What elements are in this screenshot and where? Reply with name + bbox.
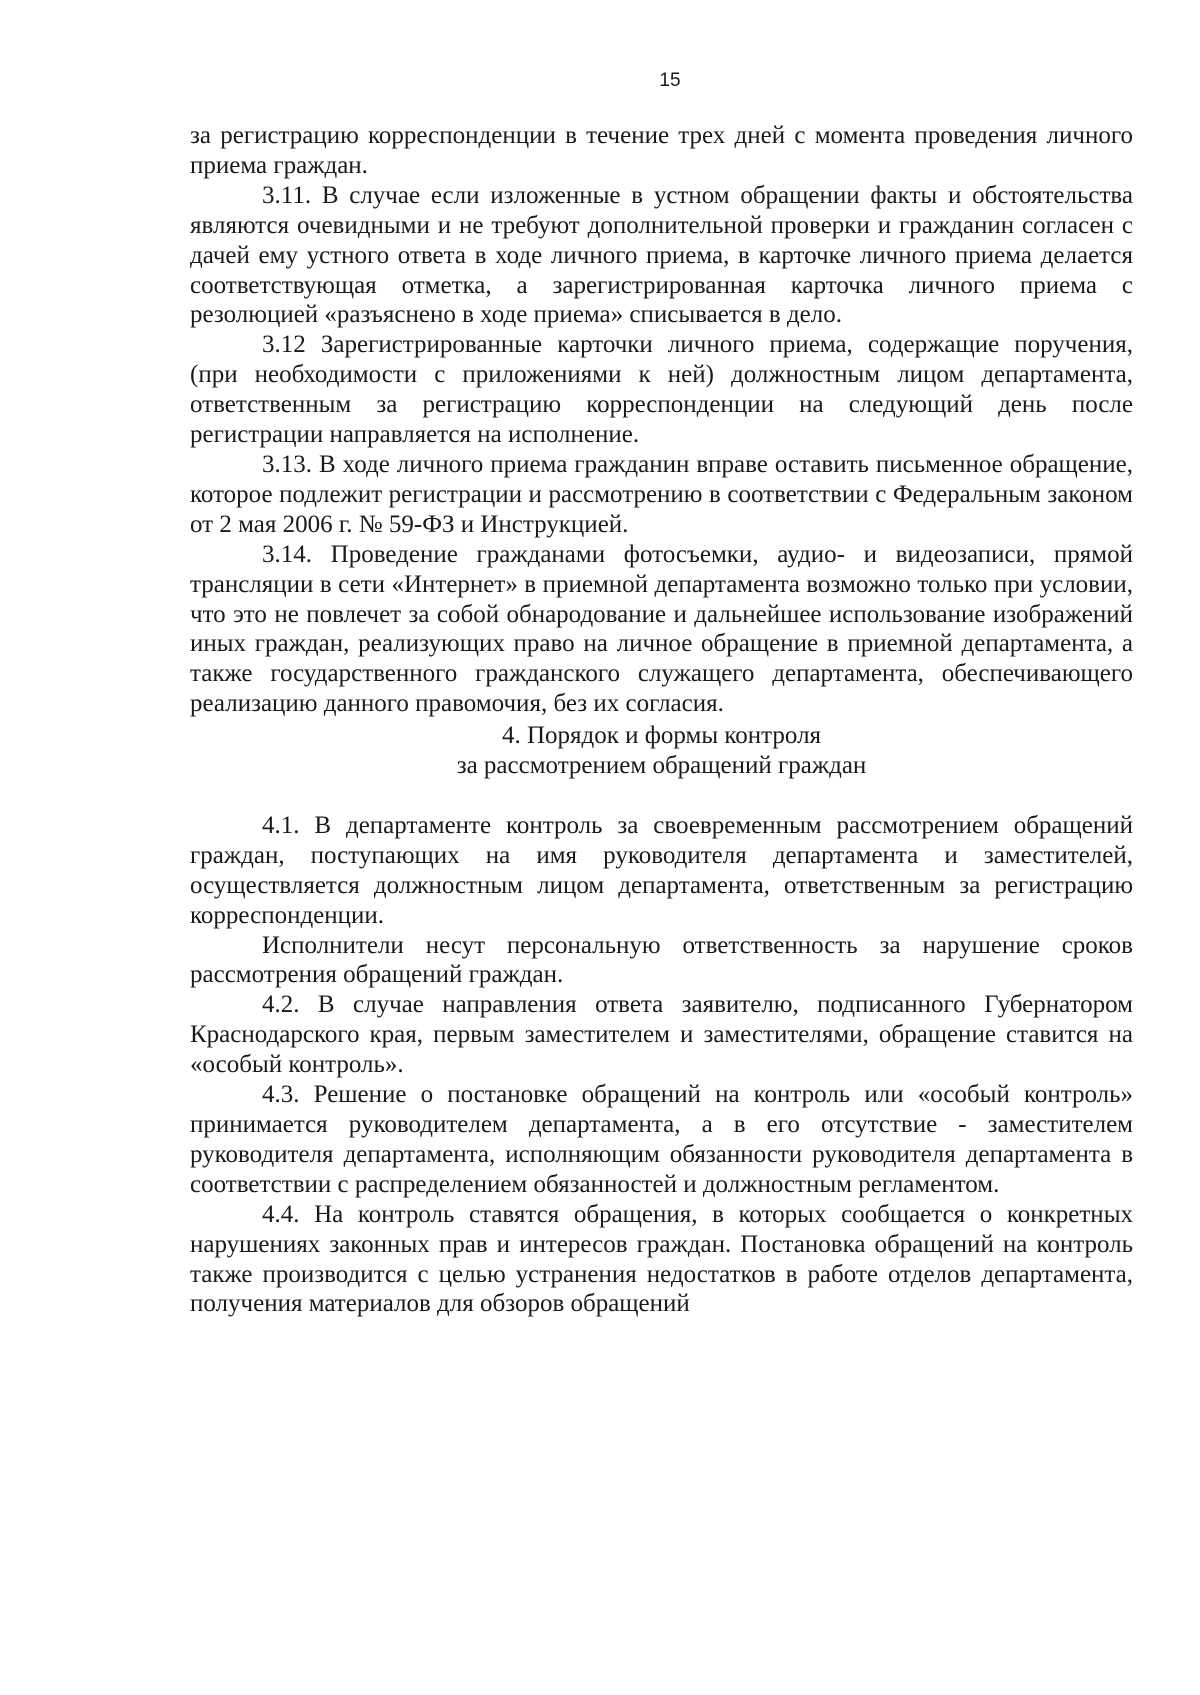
paragraph-4-1: 4.1. В департаменте контроль за своевременным рассмотрением обращений граждан, поступающих на имя руководителя департамента и заместителей, осуществляется должностным лицом департамента, ответственным за регистрацию корреспонденции. (190, 811, 1133, 929)
paragraph-3-12: 3.12 Зарегистрированные карточки личного приема, содержащие поручения, (при необходимости с приложениями к ней) должностным лицом департамента, ответственным за регистрацию корреспонденции на следующий день после регистрации направляется на исполнение. (190, 331, 1133, 449)
paragraph-3-13: 3.13. В ходе личного приема гражданин вправе оставить письменное обращение, которое подлежит регистрации и рассмотрению в соответствии с Федеральным законом от 2 мая 2006 г. № 59-ФЗ и Инструкцией. (190, 450, 1133, 538)
section-heading (190, 721, 1133, 781)
page-number: 15 (659, 70, 681, 91)
section-heading-line-2: за рассмотрением обращений граждан (456, 752, 867, 780)
section-heading-line-1: 4. Порядок и формы контроля (501, 722, 822, 750)
paragraph-4-3: 4.3. Решение о постановке обращений на контроль или «особый контроль» принимается руководителем департамента, а в его отсутствие - заместителем руководителя департамента, исполняющим обязанности руководителя департамента в соответствии с распределением обязанностей и должностным регламентом. (190, 1081, 1133, 1198)
document-body (190, 121, 1133, 1319)
paragraph-responsibility: Исполнители несут персональную ответственность за нарушение сроков рассмотрения обращений граждан. (190, 931, 1133, 989)
paragraph-3-11: 3.11. В случае если изложенные в устном обращении факты и обстоятельства являются очевидными и не требуют дополнительной проверки и гражданин согласен с дачей ему устного ответа в ходе личного приема, в карточке личного приема делается соответствующая отметка, а зарегистрированная карточка личного приема с резолюцией «разъяснено в ходе приема» списывается в дело. (190, 181, 1133, 329)
paragraph-4-2: 4.2. В случае направления ответа заявителю, подписанного Губернатором Краснодарского края, первым заместителем и заместителями, обращение ставится на «особый контроль». (190, 991, 1133, 1079)
paragraph-continuation: за регистрацию корреспонденции в течение трех дней с момента проведения личного приема граждан. (190, 122, 1133, 179)
paragraph-4-4: 4.4. На контроль ставятся обращения, в которых сообщается о конкретных нарушениях законных прав и интересов граждан. Постановка обращений на контроль также производится с целью устранения недостатков в работе отделов департамента, получения материалов для обзоров обращений (190, 1200, 1133, 1318)
paragraph-3-14: 3.14. Проведение гражданами фотосъемки, аудио- и видеозаписи, прямой трансляции в сети «Интернет» в приемной департамента возможно только при условии, что это не повлечет за собой обнародование и дальнейшее использование изображений иных граждан, реализующих право на личное обращение в приемной департамента, а также государственного гражданского служащего департамента, обеспечивающего реализацию данного правомочия, без их согласия. (190, 540, 1133, 718)
